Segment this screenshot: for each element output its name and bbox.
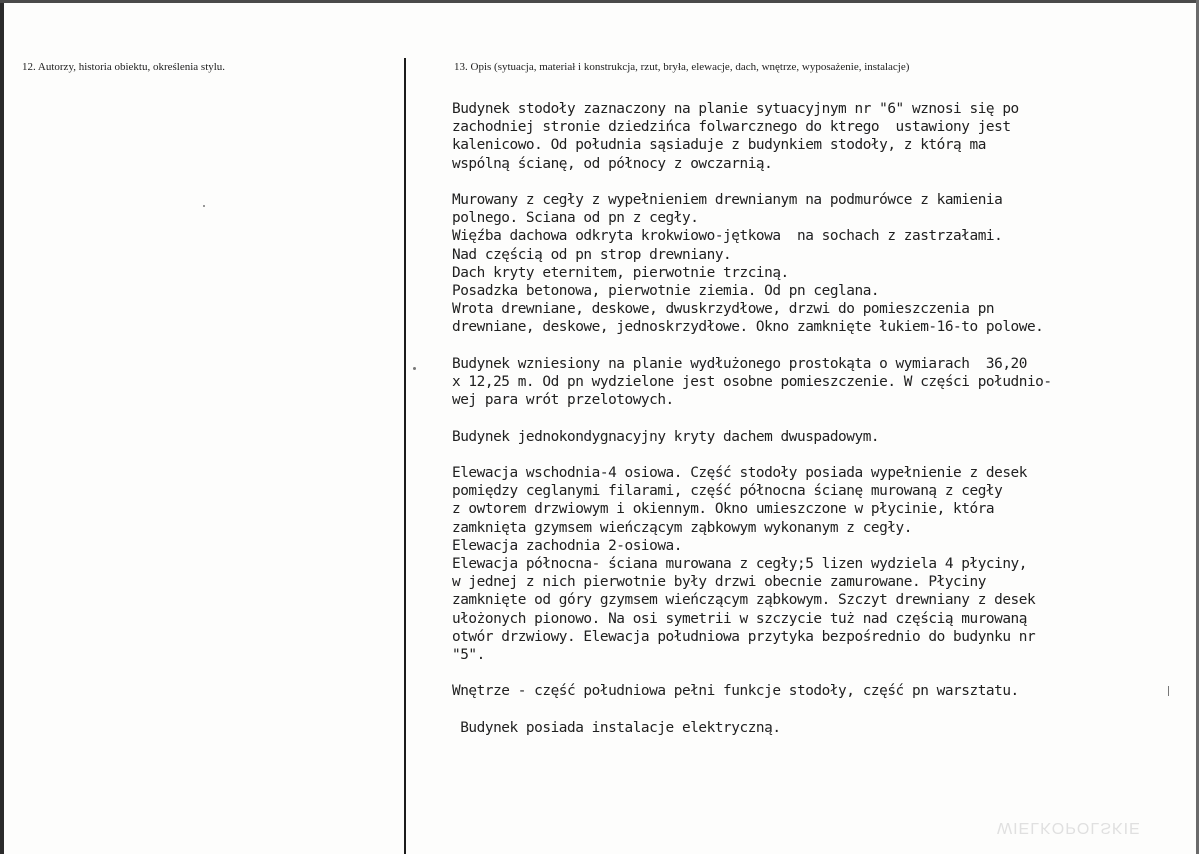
section-12-heading: 12. Autorzy, historia obiektu, określenia stylu. (22, 61, 226, 73)
description-line: otwór drzwiowy. Elewacja południowa przytyka bezpośrednio do budynku nr (452, 628, 1036, 645)
description-line: Wnętrze - część południowa pełni funkcje stodoły, część pn warsztatu. (452, 683, 1019, 700)
description-paragraph (452, 428, 1192, 446)
description-paragraph (452, 682, 1192, 700)
description-line: Murowany z cegły z wypełnieniem drewnianym na podmurówce z kamienia (452, 192, 1003, 208)
description-line: "5". (452, 647, 485, 664)
description-line: Elewacja północna- ściana murowana z cegły;5 lizen wydziela 4 płyciny, (452, 556, 1027, 573)
description-paragraph (452, 464, 1192, 664)
description-line: z owtorem drzwiowym i okiennym. Okno umieszczone w płycinie, która (452, 501, 995, 518)
description-paragraph (452, 100, 1192, 173)
description-line: Więźba dachowa odkryta krokwiowo-jętkowa na sochach z zastrzałami. (452, 228, 1003, 245)
description-line: kalenicowo. Od południa sąsiaduje z budynkiem stodoły, z którą ma (452, 137, 986, 154)
description-line: Elewacja wschodnia-4 osiowa. Część stodoły posiada wypełnienie z desek (452, 465, 1027, 481)
scan-speck (413, 367, 416, 370)
description-paragraph (452, 191, 1192, 337)
description-line: zachodniej stronie dziedzińca folwarcznego do ktrego ustawiony jest (452, 119, 1011, 136)
scan-speck (203, 205, 205, 207)
column-divider (404, 58, 406, 854)
description-line: wspólną ścianę, od północy z owczarnią. (452, 155, 773, 172)
watermark-stamp: WIELKOPOLSKIE (997, 819, 1141, 836)
description-line: Posadzka betonowa, pierwotnie ziemia. Od pn ceglana. (452, 283, 880, 300)
description-line: Dach kryty eternitem, pierwotnie trzciną. (452, 264, 789, 281)
description-line: pomiędzy ceglanymi filarami, część północna ścianę murowaną z cegły (452, 483, 1003, 500)
description-line: w jednej z nich pierwotnie były drzwi obecnie zamurowane. Płyciny (452, 574, 986, 591)
description-line: Budynek wzniesiony na planie wydłużonego prostokąta o wymiarach 36,20 (452, 355, 1027, 372)
description-line: Budynek stodoły zaznaczony na planie sytuacyjnym nr "6" wznosi się po (452, 101, 1019, 117)
scan-edge-top (0, 0, 1199, 3)
description-paragraph (452, 719, 1192, 737)
description-line: zamknięte od góry gzymsem wieńczącym ząbkowym. Szczyt drewniany z desek (452, 592, 1036, 609)
description-line: ułożonych pionowo. Na osi symetrii w szczycie tuż nad częścią murowaną (452, 610, 1027, 627)
description-line: Budynek jednokondygnacyjny kryty dachem dwuspadowym. (452, 428, 880, 445)
scan-edge-left (0, 0, 4, 854)
description-line: Nad częścią od pn strop drewniany. (452, 246, 732, 263)
description-line: wej para wrót przelotowych. (452, 392, 674, 409)
description-line: zamknięta gzymsem wieńczącym ząbkowym wykonanym z cegły. (452, 519, 912, 536)
description-paragraph (452, 355, 1192, 410)
description-line: Wrota drewniane, deskowe, dwuskrzydłowe, drzwi do pomieszczenia pn (452, 301, 995, 318)
description-line: Elewacja zachodnia 2-osiowa. (452, 537, 682, 554)
description-line: polnego. Sciana od pn z cegły. (452, 210, 699, 227)
section-13-heading: 13. Opis (sytuacja, materiał i konstrukcja, rzut, bryła, elewacje, dach, wnętrze, wyposażenie, instalacje) (454, 61, 910, 73)
scan-speck (1168, 686, 1169, 696)
description-line: drewniane, deskowe, jednoskrzydłowe. Okno zamknięte łukiem-16-to polowe. (452, 319, 1044, 336)
description-text (452, 100, 1192, 737)
description-line: Budynek posiada instalacje elektryczną. (452, 719, 781, 736)
description-line: x 12,25 m. Od pn wydzielone jest osobne pomieszczenie. W części południo- (452, 374, 1052, 391)
